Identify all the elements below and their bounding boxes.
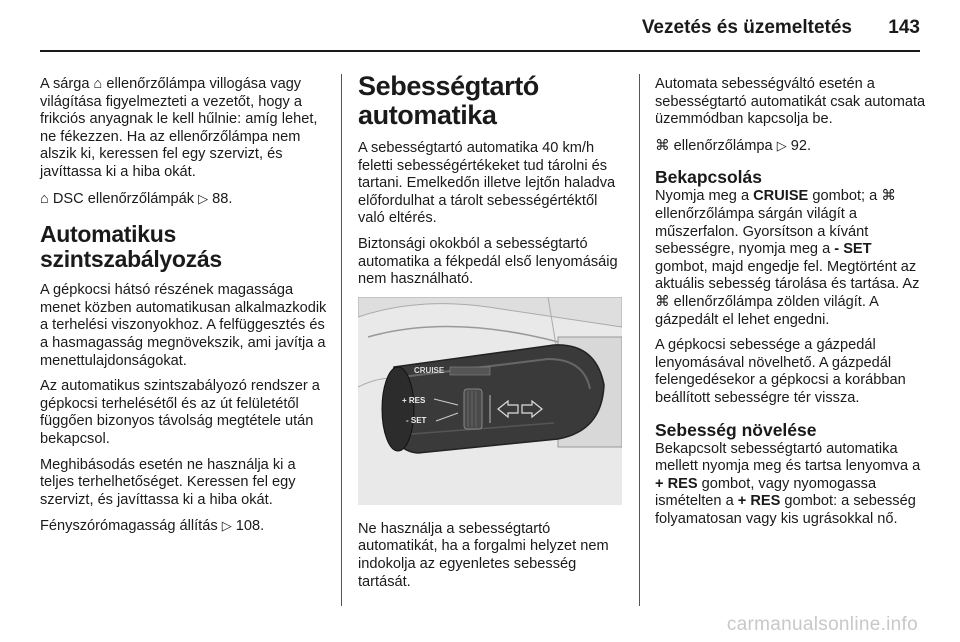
res-label: + RES	[402, 395, 426, 405]
paragraph: Ne használja a sebességtartó automatikát, ha a forgalmi helyzet nem indokolja az egyenletes sebesség tartását.	[358, 520, 609, 590]
page-header	[0, 0, 960, 46]
paragraph: Biztonsági okokból a sebességtartó automatika a fékpedál első lenyomásáig nem használható.	[358, 235, 618, 288]
heading-increase-speed: Sebesség növelése	[655, 419, 817, 440]
header-divider	[40, 50, 920, 52]
reference-page: 88.	[212, 190, 233, 207]
section-title: Vezetés és üzemeltetés	[641, 17, 852, 38]
cross-reference[interactable]	[40, 517, 328, 536]
column-2	[358, 71, 626, 599]
paragraph	[655, 188, 927, 329]
paragraph: Meghibásodás esetén ne használja ki a teljes terhelhetőséget. Keressen fel egy szervizt, és javíttassa ki a hiba okát.	[40, 456, 296, 508]
column-divider	[639, 74, 640, 606]
paragraph: Az automatikus szintszabályozó rendszer a gépkocsi terhelésétől és az út felületétől függően bizonyos távolság megtétele után bekapcsol.	[40, 378, 320, 447]
text-run: gombot, vagy nyomogassa ismételten a	[655, 475, 877, 510]
cross-reference[interactable]	[655, 137, 927, 156]
cross-reference[interactable]	[40, 190, 328, 209]
text-run: gombot, majd engedje fel. Megtörtént az aktuális sebesség tárolása és tartása. Az ⌘ ellenőrzőlámpa zölden világít. A gázpedált el lehet engedni.	[655, 258, 920, 328]
reference-text: ⌘ ellenőrzőlámpa	[655, 137, 777, 154]
reference-text: Fényszórómagasság állítás	[40, 518, 222, 535]
page-arrow-icon: ▷	[776, 137, 787, 153]
reference-page: 92.	[790, 137, 812, 154]
page-arrow-icon: ▷	[198, 190, 209, 206]
page-number: 143	[888, 17, 920, 38]
cruise-label: CRUISE	[414, 365, 445, 375]
button-name-res: + RES	[737, 493, 781, 510]
heading-cruise-control: Sebességtartó automatika	[358, 71, 539, 130]
page-arrow-icon: ▷	[221, 518, 232, 534]
column-divider	[341, 74, 342, 606]
paragraph: A gépkocsi sebessége a gázpedál lenyomásával növelhető. A gázpedál felengedésekor a gépkocsi a korábban beállított sebességre tér vissza.	[655, 337, 906, 406]
heading-switch-on: Bekapcsolás	[655, 167, 763, 188]
column-1	[40, 76, 328, 544]
paragraph: A sárga ⌂ ellenőrzőlámpa villogása vagy világítása figyelmezteti a vezetőt, hogy a frikciós anyagnak le kell hűlnie: amíg lehet, ne fékezzen. Ha az ellenőrzőlámpa nem alszik ki, keressen fel egy szervizt, és javíttassa ki a hiba okát.	[40, 76, 318, 180]
text-run: Nyomja meg a	[655, 188, 754, 205]
column-3	[655, 76, 927, 536]
text-run: gombot; a ⌘ ellenőrzőlámpa sárgán világít a műszerfalon. Gyorsítson a kívánt sebességre, nyomja meg a	[655, 188, 896, 258]
button-name-cruise: CRUISE	[753, 188, 809, 205]
paragraph	[655, 441, 927, 529]
reference-text: ⌂ DSC ellenőrzőlámpák	[40, 190, 199, 207]
heading-leveling: Automatikus szintszabályozás	[40, 221, 222, 273]
reference-page: 108.	[235, 518, 265, 535]
text-run: Bekapcsolt sebességtartó automatika mellett nyomja meg és tartsa lenyomva a	[655, 440, 921, 475]
cruise-lever-illustration	[358, 297, 622, 505]
paragraph: A sebességtartó automatika 40 km/h feletti sebességértékeket tud tárolni és tartani. Emelkedőn illetve lejtőn haladva előfordulhat a tárolt sebességértéktől való eltérés.	[358, 140, 616, 227]
text-run: gombot: a sebesség folyamatosan vagy kis ugrásokkal nő.	[655, 493, 916, 527]
button-name-res: + RES	[655, 475, 698, 492]
button-name-set: - SET	[834, 241, 872, 258]
paragraph: Automata sebességváltó esetén a sebességtartó automatikát csak automata üzemmódban kapcsolja be.	[655, 76, 926, 128]
watermark: carmanualsonline.info	[726, 614, 918, 635]
paragraph: A gépkocsi hátsó részének magassága menet közben automatikusan alkalmazkodik a terhelési viszonyokhoz. A felfüggesztés és a hasmagasság megnövekszik, ami javítja a menettulajdonságokat.	[40, 282, 327, 369]
set-label: - SET	[406, 415, 427, 425]
